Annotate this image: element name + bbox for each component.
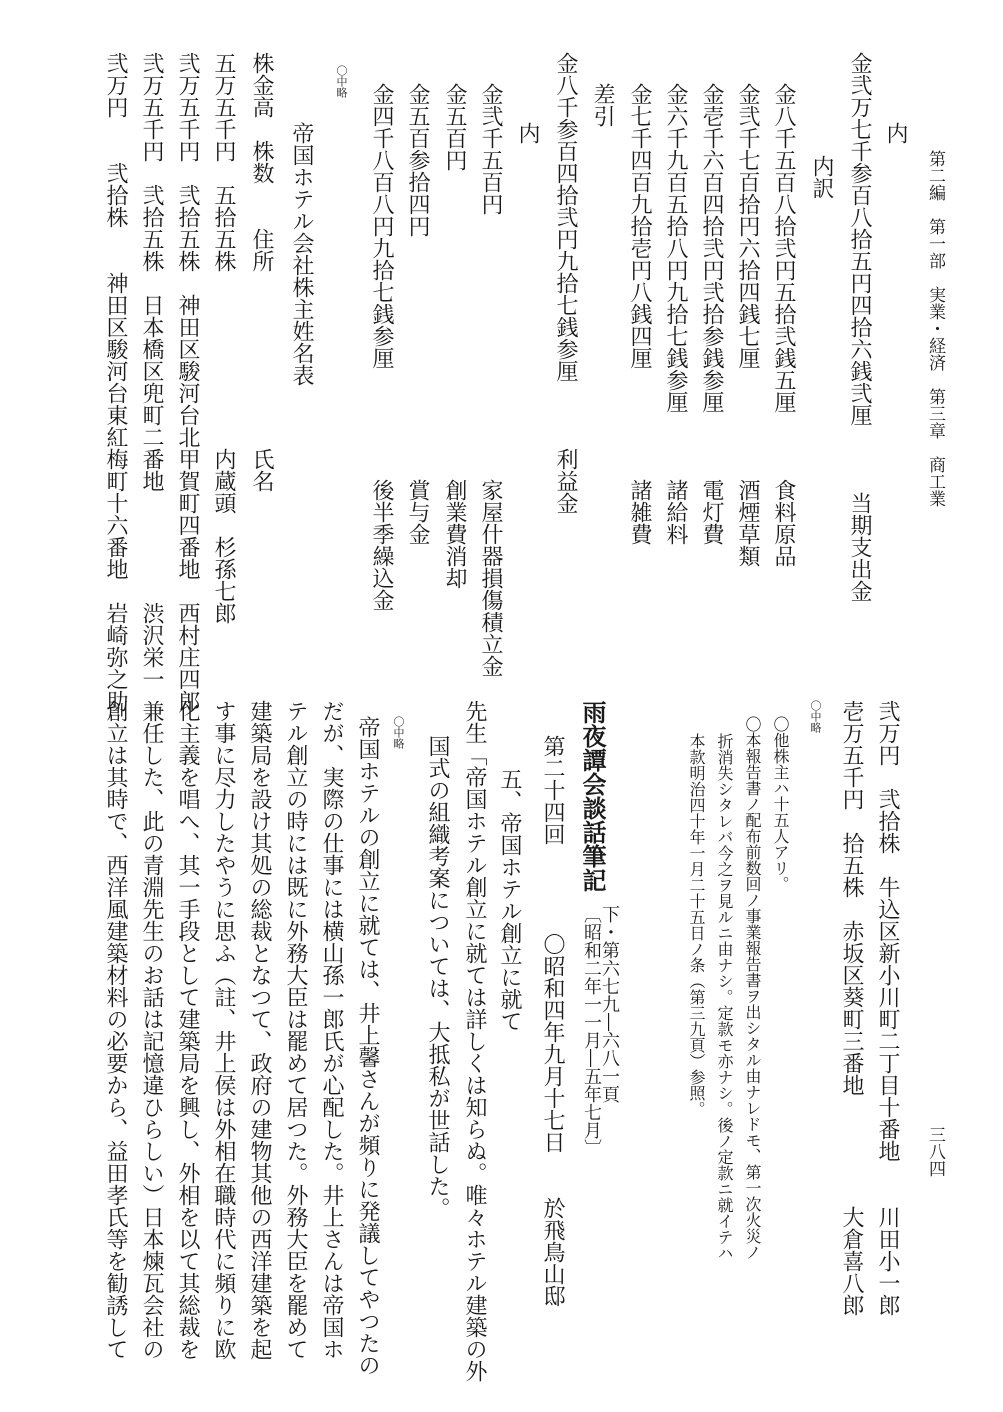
account-table-line: 弐万五千円 弐拾五株 神田区駿河台北甲賀町四番地 西村庄四郎 bbox=[175, 52, 200, 712]
body-text-line: 〇中略 bbox=[392, 716, 405, 749]
body-text-line: 〇他株主ハ十五人アリ。 bbox=[771, 716, 790, 892]
body-text-line: テル創立の時には既に外務大臣は罷めて居つた。外務大臣を罷めて bbox=[283, 700, 308, 1360]
account-table-line: 金六千九百五拾八円九拾七銭参厘 諸給料 bbox=[663, 83, 688, 545]
account-table-line: 金壱千六百四拾弐円弐拾参銭参厘 電灯費 bbox=[699, 83, 724, 545]
body-text-line: 建築局を設け其処の総裁となつて、政府の建物其他の西洋建築を起 bbox=[247, 700, 272, 1360]
source-reference bbox=[582, 905, 618, 1157]
body-text-line: 〇本報告書ノ配布前数回ノ事業報告書ヲ出シタル由ナレドモ、第一次火災ノ bbox=[743, 716, 762, 1260]
account-table-line: 金五百参拾四円 賞与金 bbox=[405, 83, 430, 545]
body-text-line: 弐万円 弐拾株 牛込区新小川町二丁目十番地 川田小一郎 bbox=[875, 700, 900, 1316]
body-text-line: だが、実際の仕事には横山孫一郎氏が心配した。井上さんは帝国ホ bbox=[319, 700, 344, 1360]
body-text-line: 創立は其時で、西洋風建築材料の必要から、益田孝氏等を勧誘して bbox=[103, 700, 128, 1360]
source-reference-line: 〔昭和二年一一月―五年七月〕 bbox=[581, 905, 602, 1157]
body-text-line: 国式の組織考案については、大抵私が世話した。 bbox=[425, 735, 450, 1219]
account-table-line: 金八千五百八拾弐円五拾弐銭五厘 食料原品 bbox=[771, 83, 796, 567]
body-text-line: 壱万五千円 拾五株 赤坂区葵町三番地 大倉喜八郎 bbox=[839, 700, 864, 1316]
source-reference-line: 下・第六七九―六八一頁 bbox=[599, 905, 620, 1103]
account-table-line: 差引 bbox=[590, 83, 615, 127]
running-header: 第二編 第一部 実業・経済 第三章 商工業 bbox=[925, 150, 945, 507]
body-text-line: す事に尽力したやうに思ふ（註、井上侯は外相在職時代に頻りに欧 bbox=[211, 700, 236, 1360]
account-table-line: 内訳 bbox=[809, 155, 834, 199]
account-table-line: 金弐千七百拾円六拾四銭七厘 酒煙草類 bbox=[735, 83, 760, 567]
account-table-line: 弐万円 弐拾株 神田区駿河台東紅梅町十六番地 岩崎弥之助 bbox=[103, 52, 128, 712]
account-table-line: 内 bbox=[515, 122, 540, 144]
body-text-line: 第二十四回 〇昭和四年九月十七日 於飛鳥山邸 bbox=[540, 735, 565, 1307]
body-text-line: 五、帝国ホテル創立に就て bbox=[497, 768, 522, 1032]
account-table-line: 株金高 株数 住所 氏名 bbox=[249, 52, 274, 492]
account-table-line: 金八千参百四拾弐円九拾七銭参厘 利益金 bbox=[553, 52, 578, 514]
account-table-line: 弐万五千円 弐拾五株 日本橋区兜町二番地 渋沢栄一 bbox=[139, 52, 164, 690]
account-table-line: 内 bbox=[883, 122, 908, 144]
account-table-line: 金弐千五百円 家屋什器損傷積立金 bbox=[478, 83, 503, 677]
account-table-line: 〇中略 bbox=[335, 65, 348, 98]
account-table-line: 五万五千円 五拾五株 内蔵頭 杉孫七郎 bbox=[211, 52, 236, 624]
body-text-line: 兼任した、此の青淵先生のお話は記憶違ひらしい）日本煉瓦会社の bbox=[139, 700, 164, 1360]
account-table-line: 帝国ホテル会社株主姓名表 bbox=[289, 122, 314, 386]
body-text-line: 化主義を唱へ、其一手段として建築局を興し、外相を以て其総裁を bbox=[175, 700, 200, 1360]
source-title: 雨夜譚会談話筆記 bbox=[578, 700, 607, 892]
body-text-line: 本款明治四十年一月二十五日ノ条（第三九頁）参照。 bbox=[687, 733, 706, 1117]
account-table-line: 金七千四百九拾壱円八銭四厘 諸雑費 bbox=[627, 83, 652, 545]
body-text-line: 帝国ホテルの創立に就ては、井上馨さんが頻りに発議してやつたの bbox=[355, 716, 380, 1376]
page-number: 三八四 bbox=[925, 1126, 945, 1177]
account-table-line: 金弐万七千参百八拾五円四拾六銭弐厘 当期支出金 bbox=[847, 52, 872, 602]
account-table-line: 金五百円 創業費消却 bbox=[442, 83, 467, 589]
body-text-line: 〇中略 bbox=[809, 700, 822, 733]
body-text-line: 折消失シタレバ今之ヲ見ルニ由ナシ。定款モ亦ナシ。後ノ定款ニ就イテハ bbox=[715, 733, 734, 1261]
account-table-line: 金四千八百八円九拾七銭参厘 後半季繰込金 bbox=[369, 83, 394, 611]
body-text-line: 先生「帝国ホテル創立に就ては詳しくは知らぬ。唯々ホテル建築の外 bbox=[462, 700, 487, 1382]
